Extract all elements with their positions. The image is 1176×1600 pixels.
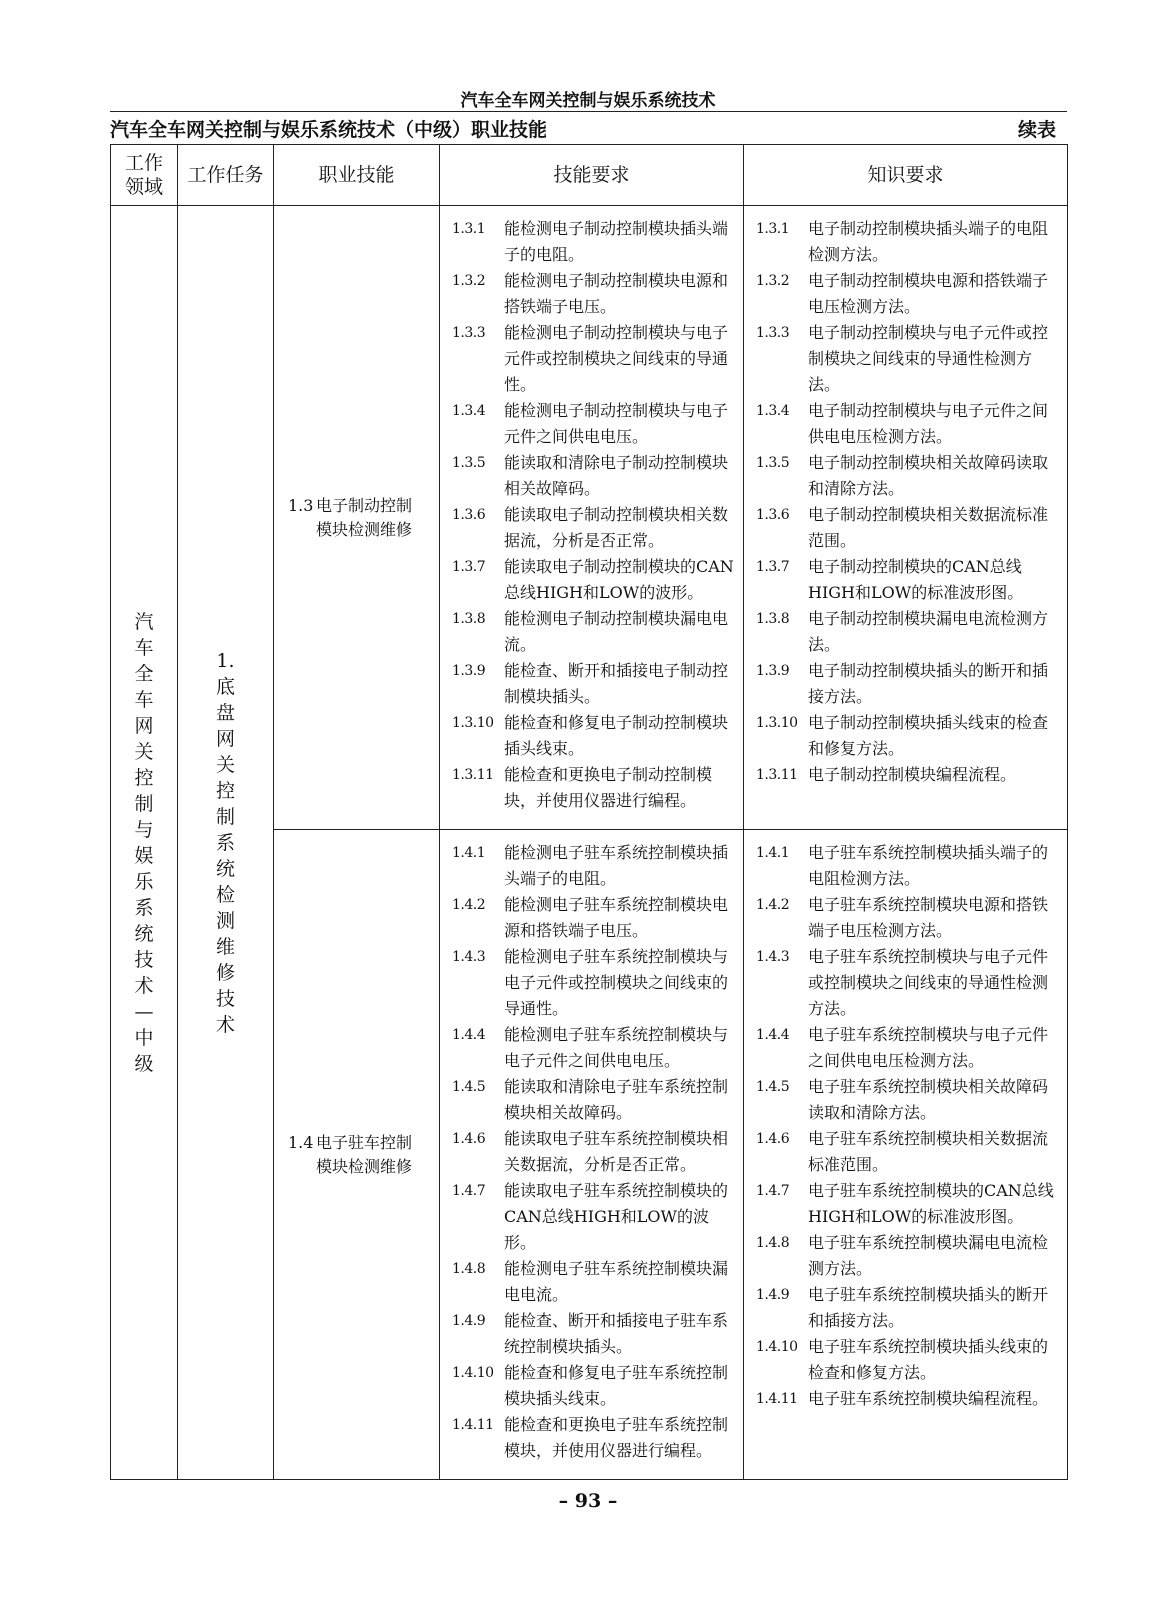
requirement-item — [756, 892, 1061, 944]
requirement-item — [756, 1282, 1061, 1334]
skill-requirements-cell — [440, 206, 744, 830]
knowledge-requirements-list — [744, 836, 1067, 1412]
requirement-number: 1.3.2 — [452, 273, 486, 289]
requirement-text: 能检测电子驻车系统控制模块漏电电流。 — [504, 1259, 729, 1304]
requirement-item — [452, 1074, 737, 1126]
requirement-text: 能读取电子制动控制模块相关数据流，分析是否正常。 — [504, 505, 729, 550]
requirement-number: 1.4.5 — [452, 1079, 486, 1095]
requirement-text: 能检查和更换电子驻车系统控制模块，并使用仪器进行编程。 — [504, 1415, 729, 1460]
requirement-number: 1.3.2 — [756, 273, 790, 289]
requirement-text: 能读取和清除电子驻车系统控制模块相关故障码。 — [504, 1077, 729, 1122]
requirement-text: 能检查、断开和插接电子驻车系统控制模块插头。 — [504, 1311, 729, 1356]
requirement-text: 能检测电子制动控制模块与电子元件之间供电电压。 — [504, 401, 729, 446]
requirement-number: 1.4.4 — [756, 1027, 790, 1043]
requirement-text: 电子驻车系统控制模块漏电电流检测方法。 — [808, 1233, 1049, 1278]
knowledge-requirements-list — [744, 212, 1067, 788]
requirement-item — [756, 1386, 1061, 1412]
requirement-number: 1.4.10 — [756, 1339, 798, 1355]
requirement-item — [452, 1308, 737, 1360]
requirement-number: 1.4.9 — [756, 1287, 790, 1303]
running-head: 汽车全车网关控制与娱乐系统技术 — [460, 91, 716, 111]
requirement-item — [756, 1178, 1061, 1230]
requirement-text: 能检测电子驻车系统控制模块与电子元件或控制模块之间线束的导通性。 — [504, 947, 729, 1018]
requirement-item — [756, 1334, 1061, 1386]
requirement-item — [452, 398, 737, 450]
skill-name: 电子制动控制模块检测维修 — [316, 495, 413, 539]
requirement-number: 1.3.11 — [756, 767, 798, 783]
requirement-item — [756, 606, 1061, 658]
table-header-row — [111, 145, 1068, 206]
requirement-item — [452, 1360, 737, 1412]
requirement-item — [756, 710, 1061, 762]
skill-number: 1.4 — [288, 1132, 314, 1152]
requirement-item — [452, 658, 737, 710]
requirement-number: 1.3.8 — [452, 611, 486, 627]
requirement-number: 1.4.3 — [452, 949, 486, 965]
requirement-text: 能读取电子驻车系统控制模块相关数据流，分析是否正常。 — [504, 1129, 729, 1174]
requirement-text: 电子制动控制模块的CAN总线HIGH和LOW的标准波形图。 — [808, 557, 1024, 602]
requirement-item — [452, 710, 737, 762]
requirement-number: 1.3.7 — [452, 559, 486, 575]
requirement-text: 电子制动控制模块插头端子的电阻检测方法。 — [808, 219, 1049, 264]
header-rule — [110, 111, 1067, 112]
requirement-number: 1.4.7 — [756, 1183, 790, 1199]
requirement-text: 电子制动控制模块插头线束的检查和修复方法。 — [808, 713, 1049, 758]
requirement-item — [452, 216, 737, 268]
skill-cell — [274, 830, 440, 1480]
requirement-number: 1.4.2 — [756, 897, 790, 913]
requirement-item — [452, 1126, 737, 1178]
requirement-text: 能检测电子制动控制模块漏电电流。 — [504, 609, 729, 654]
requirement-text: 电子制动控制模块插头的断开和插接方法。 — [808, 661, 1049, 706]
domain-cell — [111, 206, 178, 1480]
requirement-number: 1.3.5 — [452, 455, 486, 471]
requirement-item — [756, 502, 1061, 554]
skill-number: 1.3 — [288, 495, 314, 515]
requirement-number: 1.4.7 — [452, 1183, 486, 1199]
requirement-text: 电子制动控制模块相关故障码读取和清除方法。 — [808, 453, 1049, 498]
task-text: 1.底盘网关控制系统检测维修技术 — [215, 649, 235, 1036]
requirement-number: 1.3.8 — [756, 611, 790, 627]
requirement-number: 1.4.11 — [452, 1417, 494, 1433]
requirement-text: 能检测电子驻车系统控制模块电源和搭铁端子电压。 — [504, 895, 729, 940]
requirement-number: 1.4.11 — [756, 1391, 798, 1407]
skill-requirements-list — [440, 212, 743, 814]
requirement-item — [452, 840, 737, 892]
requirement-text: 电子制动控制模块漏电电流检测方法。 — [808, 609, 1049, 654]
requirement-number: 1.4.5 — [756, 1079, 790, 1095]
requirement-number: 1.4.8 — [756, 1235, 790, 1251]
requirement-text: 能检查、断开和插接电子制动控制模块插头。 — [504, 661, 729, 706]
requirement-number: 1.4.6 — [452, 1131, 486, 1147]
requirement-item — [756, 398, 1061, 450]
requirement-number: 1.3.10 — [756, 715, 798, 731]
domain-text: 汽车全车网关控制与娱乐系统技术—中级 — [134, 610, 154, 1075]
requirement-text: 能检测电子制动控制模块电源和搭铁端子电压。 — [504, 271, 729, 316]
requirement-text: 能检查和更换电子制动控制模块，并使用仪器进行编程。 — [504, 765, 713, 810]
requirement-item — [756, 216, 1061, 268]
requirement-item — [452, 450, 737, 502]
requirement-text: 电子制动控制模块与电子元件之间供电电压检测方法。 — [808, 401, 1049, 446]
requirement-text: 电子驻车系统控制模块与电子元件之间供电电压检测方法。 — [808, 1025, 1049, 1070]
table-title: 汽车全车网关控制与娱乐系统技术（中级）职业技能 — [110, 119, 548, 141]
requirement-item — [452, 892, 737, 944]
knowledge-requirements-cell — [744, 830, 1068, 1480]
requirement-item — [756, 320, 1061, 398]
requirement-item — [756, 1022, 1061, 1074]
requirement-text: 电子制动控制模块电源和搭铁端子电压检测方法。 — [808, 271, 1049, 316]
requirement-text: 能检测电子制动控制模块与电子元件或控制模块之间线束的导通性。 — [504, 323, 729, 394]
requirement-number: 1.4.2 — [452, 897, 486, 913]
header-skill: 职业技能 — [274, 145, 440, 206]
requirement-item — [452, 606, 737, 658]
requirement-item — [756, 762, 1061, 788]
requirement-number: 1.3.3 — [452, 325, 486, 341]
header-domain: 工作领域 — [111, 145, 178, 206]
requirement-number: 1.4.1 — [756, 845, 790, 861]
requirement-text: 能检测电子制动控制模块插头端子的电阻。 — [504, 219, 729, 264]
requirement-item — [452, 1178, 737, 1256]
requirement-number: 1.4.4 — [452, 1027, 486, 1043]
requirement-text: 电子制动控制模块与电子元件或控制模块之间线束的导通性检测方法。 — [808, 323, 1049, 394]
requirement-item — [756, 658, 1061, 710]
requirement-number: 1.3.1 — [452, 221, 486, 237]
requirement-number: 1.4.3 — [756, 949, 790, 965]
requirement-item — [452, 1256, 737, 1308]
requirement-text: 能读取电子制动控制模块的CAN 总线HIGH和LOW的波形。 — [504, 557, 734, 602]
header-task: 工作任务 — [178, 145, 274, 206]
requirement-item — [452, 268, 737, 320]
requirement-text: 电子制动控制模块编程流程。 — [808, 765, 1017, 784]
requirement-text: 电子驻车系统控制模块与电子元件或控制模块之间线束的导通性检测方法。 — [808, 947, 1049, 1018]
requirement-number: 1.3.9 — [452, 663, 486, 679]
requirement-number: 1.3.10 — [452, 715, 494, 731]
requirement-text: 电子制动控制模块相关数据流标准范围。 — [808, 505, 1049, 550]
requirement-text: 能检查和修复电子制动控制模块插头线束。 — [504, 713, 729, 758]
requirement-number: 1.4.1 — [452, 845, 486, 861]
requirement-text: 电子驻车系统控制模块的CAN总线HIGH和LOW的标准波形图。 — [808, 1181, 1054, 1226]
requirement-text: 能检测电子驻车系统控制模块与电子元件之间供电电压。 — [504, 1025, 729, 1070]
requirement-item — [452, 320, 737, 398]
requirement-number: 1.3.4 — [756, 403, 790, 419]
requirement-text: 能检测电子驻车系统控制模块插头端子的电阻。 — [504, 843, 729, 888]
requirement-text: 电子驻车系统控制模块插头端子的电阻检测方法。 — [808, 843, 1049, 888]
page-number: – 93 – — [558, 1490, 618, 1512]
requirement-item — [756, 840, 1061, 892]
requirement-number: 1.4.9 — [452, 1313, 486, 1329]
requirement-item — [452, 1412, 737, 1464]
requirement-number: 1.3.7 — [756, 559, 790, 575]
task-cell — [178, 206, 274, 1480]
requirement-item — [452, 762, 737, 814]
requirement-text: 电子驻车系统控制模块电源和搭铁端子电压检测方法。 — [808, 895, 1049, 940]
requirement-item — [756, 268, 1061, 320]
requirement-number: 1.3.6 — [756, 507, 790, 523]
requirement-item — [452, 502, 737, 554]
requirement-item — [756, 944, 1061, 1022]
requirement-number: 1.3.4 — [452, 403, 486, 419]
requirement-text: 电子驻车系统控制模块插头的断开和插接方法。 — [808, 1285, 1049, 1330]
requirement-item — [452, 944, 737, 1022]
requirement-number: 1.3.1 — [756, 221, 790, 237]
requirement-number: 1.4.8 — [452, 1261, 486, 1277]
requirement-text: 电子驻车系统控制模块编程流程。 — [808, 1389, 1049, 1408]
table-row — [111, 206, 1068, 830]
requirement-number: 1.3.3 — [756, 325, 790, 341]
requirement-item — [452, 554, 737, 606]
requirement-item — [756, 1230, 1061, 1282]
requirement-text: 能检查和修复电子驻车系统控制模块插头线束。 — [504, 1363, 729, 1408]
requirement-item — [756, 1126, 1061, 1178]
requirement-item — [452, 1022, 737, 1074]
requirement-item — [756, 1074, 1061, 1126]
requirement-item — [756, 554, 1061, 606]
skill-name: 电子驻车控制模块检测维修 — [316, 1132, 413, 1176]
header-knowledge-requirements: 知识要求 — [744, 145, 1068, 206]
requirement-number: 1.3.9 — [756, 663, 790, 679]
requirement-number: 1.4.10 — [452, 1365, 494, 1381]
header-skill-requirements: 技能要求 — [440, 145, 744, 206]
requirement-number: 1.3.11 — [452, 767, 494, 783]
skill-cell — [274, 206, 440, 830]
requirement-number: 1.4.6 — [756, 1131, 790, 1147]
requirement-number: 1.3.5 — [756, 455, 790, 471]
requirement-item — [756, 450, 1061, 502]
requirement-text: 能读取电子驻车系统控制模块的CAN总线HIGH和LOW的波形。 — [504, 1181, 729, 1252]
skill-requirements-list — [440, 836, 743, 1464]
requirement-text: 电子驻车系统控制模块相关故障码读取和清除方法。 — [808, 1077, 1049, 1122]
knowledge-requirements-cell — [744, 206, 1068, 830]
requirement-text: 能读取和清除电子制动控制模块相关故障码。 — [504, 453, 729, 498]
skill-requirements-cell — [440, 830, 744, 1480]
requirement-text: 电子驻车系统控制模块相关数据流标准范围。 — [808, 1129, 1049, 1174]
skills-table — [110, 144, 1068, 1480]
table-continued-label: 续表 — [1017, 119, 1056, 141]
requirement-number: 1.3.6 — [452, 507, 486, 523]
requirement-text: 电子驻车系统控制模块插头线束的检查和修复方法。 — [808, 1337, 1049, 1382]
